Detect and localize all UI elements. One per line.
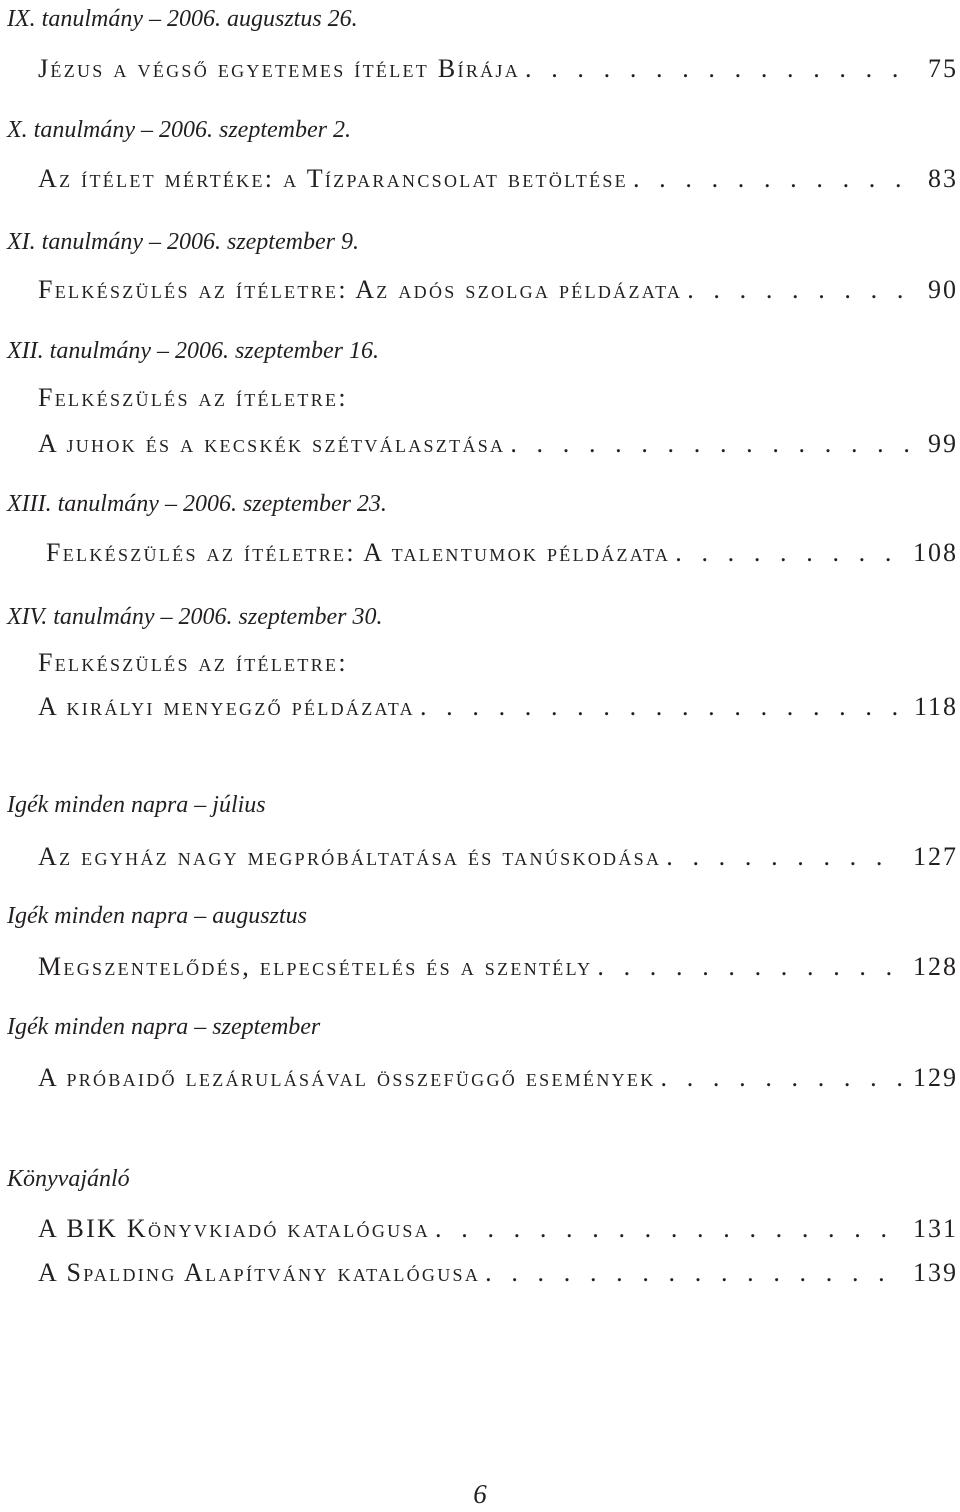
toc-entry-bik-catalog[interactable] bbox=[38, 1212, 958, 1246]
toc-entry-xiv[interactable] bbox=[38, 690, 958, 724]
daily-verses-label-july: Igék minden napra – július bbox=[7, 792, 266, 818]
dot-leader bbox=[415, 690, 904, 724]
dot-leader bbox=[656, 1061, 903, 1095]
entry-title: Felkészülés az ítéletre: A talentumok példázata bbox=[46, 538, 671, 567]
entry-title-line1: Felkészülés az ítéletre: bbox=[38, 383, 348, 412]
study-label-xi: XI. tanulmány – 2006. szeptember 9. bbox=[7, 229, 359, 255]
entry-page-number: 131 bbox=[913, 1214, 958, 1243]
dot-leader bbox=[505, 427, 918, 461]
page-number: 6 bbox=[473, 1479, 487, 1509]
entry-title: A próbaidő lezárulásával összefüggő események bbox=[38, 1063, 656, 1092]
toc-entry-september[interactable] bbox=[38, 1061, 958, 1095]
study-label-xiii: XIII. tanulmány – 2006. szeptember 23. bbox=[7, 491, 387, 517]
dot-leader bbox=[430, 1212, 903, 1246]
entry-title: Felkészülés az ítéletre: Az adós szolga példázata bbox=[38, 275, 683, 304]
entry-page-number: 118 bbox=[913, 692, 958, 721]
entry-page-number: 99 bbox=[928, 429, 958, 458]
toc-entry-x[interactable] bbox=[38, 162, 958, 196]
entry-title: Megszentelődés, elpecsételés és a szentély bbox=[38, 952, 593, 981]
toc-entry-xiv-line1[interactable] bbox=[38, 646, 958, 680]
entry-title-line1: Felkészülés az ítéletre: bbox=[38, 648, 348, 677]
study-label-x: X. tanulmány – 2006. szeptember 2. bbox=[7, 117, 351, 143]
dot-leader bbox=[628, 162, 918, 196]
toc-entry-xiii[interactable] bbox=[46, 536, 958, 570]
study-label-ix: IX. tanulmány – 2006. augusztus 26. bbox=[7, 6, 358, 32]
toc-entry-spalding-catalog[interactable] bbox=[38, 1256, 958, 1290]
dot-leader bbox=[592, 950, 903, 984]
entry-page-number: 139 bbox=[913, 1258, 958, 1287]
daily-verses-label-august: Igék minden napra – augusztus bbox=[7, 903, 307, 929]
study-label-xiv: XIV. tanulmány – 2006. szeptember 30. bbox=[7, 604, 383, 630]
dot-leader bbox=[682, 273, 918, 307]
entry-page-number: 108 bbox=[913, 538, 958, 567]
toc-entry-xi[interactable] bbox=[38, 273, 958, 307]
toc-entry-ix[interactable] bbox=[38, 52, 958, 86]
entry-title-line2: A királyi menyegző példázata bbox=[38, 692, 415, 721]
dot-leader bbox=[661, 840, 903, 874]
entry-page-number: 128 bbox=[913, 952, 958, 981]
entry-title: Az egyház nagy megpróbáltatása és tanúskodása bbox=[38, 842, 662, 871]
toc-entry-august[interactable] bbox=[38, 950, 958, 984]
entry-page-number: 83 bbox=[928, 164, 958, 193]
dot-leader bbox=[480, 1256, 903, 1290]
entry-title: Az ítélet mértéke: a Tízparancsolat betöltése bbox=[38, 164, 628, 193]
dot-leader bbox=[520, 52, 918, 86]
book-recommendations-label: Könyvajánló bbox=[7, 1166, 130, 1192]
entry-page-number: 129 bbox=[913, 1063, 958, 1092]
entry-page-number: 127 bbox=[913, 842, 958, 871]
toc-entry-xii[interactable] bbox=[38, 427, 958, 461]
study-label-xii: XII. tanulmány – 2006. szeptember 16. bbox=[7, 338, 379, 364]
dot-leader bbox=[670, 536, 903, 570]
entry-title: A Spalding Alapítvány katalógusa bbox=[38, 1258, 481, 1287]
entry-title: A BIK Könyvkiadó katalógusa bbox=[38, 1214, 431, 1243]
entry-title: Jézus a végső egyetemes ítélet Bírája bbox=[38, 54, 521, 83]
entry-page-number: 90 bbox=[928, 275, 958, 304]
daily-verses-label-september: Igék minden napra – szeptember bbox=[7, 1014, 321, 1040]
toc-entry-july[interactable] bbox=[38, 840, 958, 874]
entry-page-number: 75 bbox=[928, 54, 958, 83]
toc-entry-xii-line1[interactable] bbox=[38, 381, 958, 415]
entry-title-line2: A juhok és a kecskék szétválasztása bbox=[38, 429, 506, 458]
